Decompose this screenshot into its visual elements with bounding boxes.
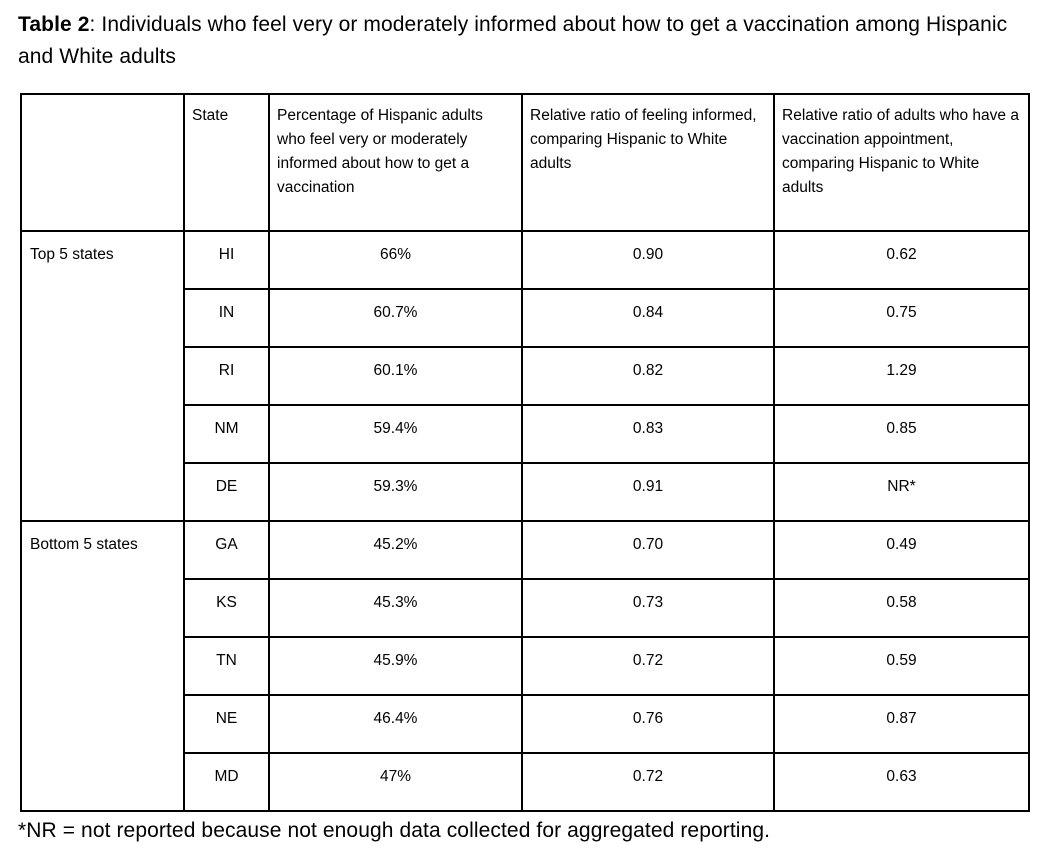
cell-ratio-appointment: 0.62 xyxy=(774,231,1029,289)
cell-ratio-informed: 0.70 xyxy=(522,521,774,579)
table-footnote: *NR = not reported because not enough data collected for aggregated reporting. xyxy=(18,819,771,842)
cell-percentage: 47% xyxy=(269,753,522,811)
cell-ratio-appointment: 0.59 xyxy=(774,637,1029,695)
cell-state: NM xyxy=(184,405,269,463)
cell-ratio-appointment: 1.29 xyxy=(774,347,1029,405)
header-cell-state: State xyxy=(184,94,269,231)
cell-state: KS xyxy=(184,579,269,637)
cell-ratio-informed: 0.90 xyxy=(522,231,774,289)
table-caption-label: Table 2 xyxy=(18,13,90,36)
table-caption xyxy=(18,9,1008,73)
cell-percentage: 45.3% xyxy=(269,579,522,637)
cell-ratio-appointment: 0.49 xyxy=(774,521,1029,579)
cell-state: IN xyxy=(184,289,269,347)
cell-percentage: 59.4% xyxy=(269,405,522,463)
cell-ratio-informed: 0.82 xyxy=(522,347,774,405)
cell-ratio-informed: 0.76 xyxy=(522,695,774,753)
cell-state: GA xyxy=(184,521,269,579)
cell-ratio-informed: 0.91 xyxy=(522,463,774,521)
header-cell-percentage-informed: Percentage of Hispanic adults who feel very or moderately informed about how to get a vaccination xyxy=(269,94,522,231)
cell-percentage: 45.2% xyxy=(269,521,522,579)
cell-percentage: 60.1% xyxy=(269,347,522,405)
cell-ratio-appointment: NR* xyxy=(774,463,1029,521)
cell-percentage: 46.4% xyxy=(269,695,522,753)
cell-percentage: 66% xyxy=(269,231,522,289)
cell-state: NE xyxy=(184,695,269,753)
cell-ratio-informed: 0.73 xyxy=(522,579,774,637)
header-cell-ratio-appointment: Relative ratio of adults who have a vaccination appointment, comparing Hispanic to White adults xyxy=(774,94,1029,231)
cell-state: TN xyxy=(184,637,269,695)
cell-ratio-appointment: 0.63 xyxy=(774,753,1029,811)
header-cell-group xyxy=(21,94,184,231)
cell-state: RI xyxy=(184,347,269,405)
header-row xyxy=(21,94,1029,231)
header-cell-ratio-informed: Relative ratio of feeling informed, comparing Hispanic to White adults xyxy=(522,94,774,231)
table-caption-text: : Individuals who feel very or moderately informed about how to get a vaccination among Hispanic and White adults xyxy=(18,13,1008,68)
cell-percentage: 59.3% xyxy=(269,463,522,521)
data-table xyxy=(20,93,1030,812)
table-row xyxy=(21,521,1029,579)
cell-percentage: 60.7% xyxy=(269,289,522,347)
table-body xyxy=(21,231,1029,811)
cell-ratio-informed: 0.84 xyxy=(522,289,774,347)
cell-state: DE xyxy=(184,463,269,521)
cell-ratio-appointment: 0.85 xyxy=(774,405,1029,463)
table-header xyxy=(21,94,1029,231)
cell-state: MD xyxy=(184,753,269,811)
cell-state: HI xyxy=(184,231,269,289)
cell-ratio-appointment: 0.58 xyxy=(774,579,1029,637)
cell-ratio-informed: 0.72 xyxy=(522,637,774,695)
cell-ratio-appointment: 0.75 xyxy=(774,289,1029,347)
row-group-label-bottom5: Bottom 5 states xyxy=(21,521,184,811)
cell-ratio-informed: 0.83 xyxy=(522,405,774,463)
cell-ratio-appointment: 0.87 xyxy=(774,695,1029,753)
cell-percentage: 45.9% xyxy=(269,637,522,695)
row-group-label-top5: Top 5 states xyxy=(21,231,184,521)
cell-ratio-informed: 0.72 xyxy=(522,753,774,811)
table-row xyxy=(21,231,1029,289)
